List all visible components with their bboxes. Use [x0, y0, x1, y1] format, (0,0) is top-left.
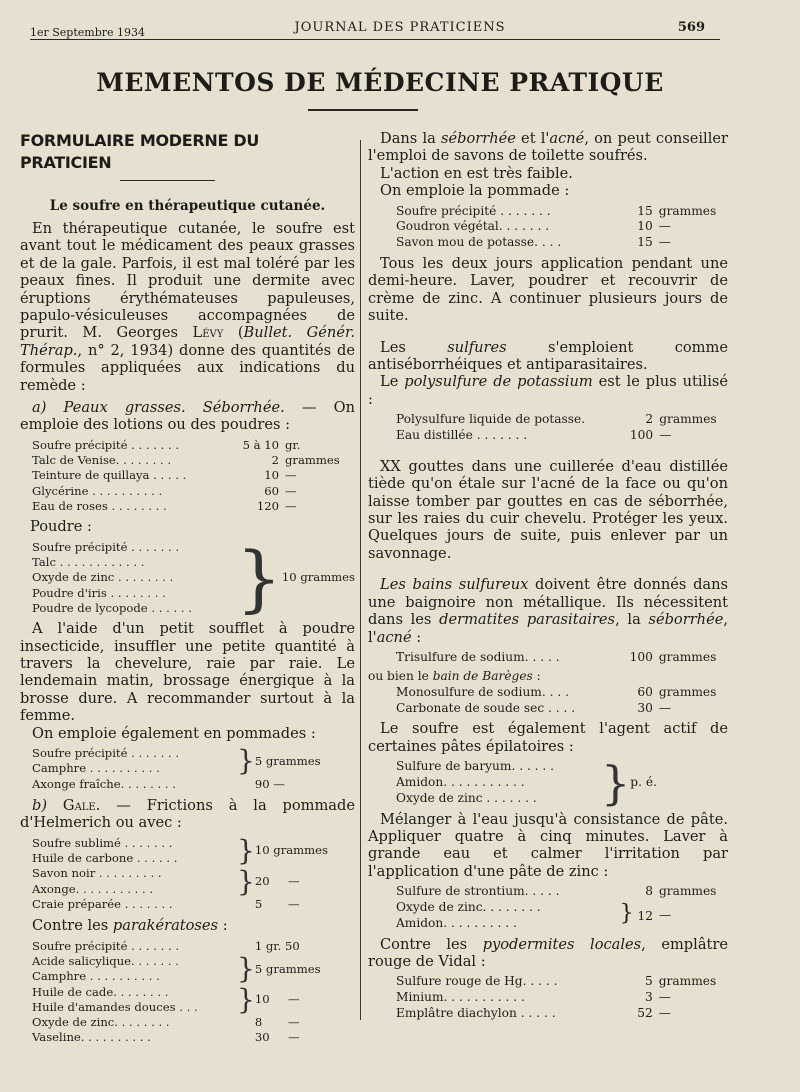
soufflet-paragraph: A l'aide d'un petit soufflet à poudre insecticide, insuffler une petite quantité à travers la chevelure, raie par raie. Le lendemain matin, brossage énergique à la brosse dure. A recommander surtout à la femme.: [20, 620, 355, 725]
header-rule: [30, 39, 720, 40]
formula-row: Soufre sublimé . . . . . . . } 10 grammes: [32, 834, 328, 868]
page-number: 569: [677, 20, 705, 35]
right-p7: XX gouttes dans une cuillerée d'eau distillée tiède qu'on étale sur l'acné de la face ou qu'on laisse tomber par gouttes en cas de séborrhée, sur les raies du cuir chevelu. Protéger les yeux. Quelques jours de suite, puis enlever par un savonnage.: [368, 457, 728, 562]
formula-row: Polysulfure liquide de potasse. 2 grammes: [396, 412, 717, 427]
section-rule: [120, 180, 215, 181]
strontium-formula: [396, 884, 728, 931]
parakeratoses-formula: [32, 939, 321, 1046]
formula-row: Camphre . . . . . . . . . .: [32, 969, 160, 984]
right-p3: On emploie la pommade :: [380, 182, 570, 200]
right-p4: Tous les deux jours application pendant une demi-heure. Laver, poudrer et recouvrir de crème de zinc. A continuer plusieurs jours de suite.: [368, 255, 728, 325]
formula-row: Camphre . . . . . . . . . .: [32, 761, 160, 776]
formula-row: Soufre précipité . . . . . . . 15 grammes: [396, 203, 717, 218]
section-a-heading: a) Peaux grasses. Séborrhée. — On emploie des lotions ou des poudres :: [20, 399, 355, 434]
goudron-pommade-formula: [396, 204, 728, 251]
formula-row: Poudre de lycopode . . . . . .: [32, 600, 192, 615]
formula-row: Sulfure de baryum. . . . . . } p. é.: [396, 755, 657, 810]
running-header: [0, 20, 800, 40]
page-title: MEMENTOS DE MÉDECINE PRATIQUE: [96, 68, 664, 97]
formula-row: Craie préparée . . . . . . . 5 —: [32, 896, 300, 911]
formula-row: Monosulfure de sodium. . . . 60 grammes: [396, 684, 717, 699]
formula-row: Huile de cade. . . . . . . . } 10 —: [32, 982, 300, 1016]
polysulfure-formula: [396, 412, 728, 444]
section-b-heading: b) Gale. — Frictions à la pommade d'Helmerich ou avec :: [20, 796, 355, 832]
formula-row: Amidon. . . . . . . . . .: [396, 915, 517, 930]
poudre-formula: [32, 536, 355, 620]
formula-row: Glycérine . . . . . . . . . . 60 —: [32, 483, 297, 498]
right-p2: L'action en est très faible.: [380, 164, 573, 182]
formula-row: Soufre précipité . . . . . . . 1 gr. 50: [32, 938, 300, 953]
lotion-formula: [32, 438, 355, 514]
bains-formula: [396, 650, 728, 666]
poudre-label: Poudre :: [30, 518, 92, 536]
formula-row: Axonge fraîche. . . . . . . . 90 —: [32, 776, 285, 791]
right-p8: Les bains sulfureux doivent être donnés dans une baignoire non métallique. Ils nécessitent dans les dermatites parasitaires, la séborrhée, l'acné :: [368, 576, 728, 646]
formula-row: Emplâtre diachylon . . . . . 52 —: [396, 1005, 671, 1020]
bareges-formula: [396, 685, 728, 717]
column-divider: [360, 140, 361, 1020]
formula-row: Trisulfure de sodium. . . . . 100 grammes: [396, 649, 717, 664]
formula-row: Sulfure rouge de Hg. . . . . 5 grammes: [396, 974, 717, 989]
formula-row: Savon noir . . . . . . . . . } 20 —: [32, 864, 300, 898]
formula-row: Vaseline. . . . . . . . . . 30 —: [32, 1030, 300, 1045]
header-date: 1er Septembre 1934: [30, 26, 146, 39]
formula-row: Huile d'amandes douces . . .: [32, 999, 198, 1014]
formula-row: Huile de carbone . . . . . .: [32, 851, 178, 866]
formula-row: Soufre précipité . . . . . . . } 10 grammes: [32, 536, 355, 620]
right-p6: Le polysulfure de potassium est le plus utilisé :: [368, 373, 729, 408]
formula-row: Oxyde de zinc . . . . . . . .: [32, 570, 174, 585]
formula-row: Acide salicylique. . . . . . . } 5 grammes: [32, 952, 321, 986]
formula-row: Teinture de quillaya . . . . . 10 —: [32, 468, 297, 483]
formula-row: Eau distillée . . . . . . . 100 —: [396, 428, 672, 443]
formula-row: Oxyde de zinc. . . . . . . . } 12 —: [396, 899, 672, 927]
epilatoire-formula: [396, 755, 657, 810]
right-p5: Les sulfures s'emploient comme antiséborrhéiques et antiparasitaires.: [368, 338, 728, 374]
formula-row: Oxyde de zinc. . . . . . . . 8 —: [32, 1015, 300, 1030]
title-rule: [308, 109, 418, 111]
formula-row: Talc de Venise. . . . . . . . 2 grammes: [32, 453, 340, 468]
right-p9: Le soufre est également l'agent actif de certaines pâtes épilatoires :: [368, 720, 728, 755]
formula-row: Oxyde de zinc . . . . . . .: [396, 790, 537, 805]
formula-row: Sulfure de strontium. . . . . 8 grammes: [396, 884, 717, 899]
pommade-formula: [32, 746, 321, 792]
bareges-label: ou bien le bain de Barèges :: [368, 668, 541, 683]
formula-row: Soufre précipité . . . . . . . } 5 grammes: [32, 744, 321, 778]
right-p1: Dans la séborrhée et l'acné, on peut conseiller l'emploi de savons de toilette soufrés.: [368, 130, 728, 165]
header-journal-title: JOURNAL DES PRATICIENS: [294, 20, 506, 35]
formula-row: Eau de roses . . . . . . . . 120 —: [32, 499, 297, 514]
section-title: FORMULAIRE MODERNE DU PRATICIEN: [20, 131, 260, 172]
helmerich-formula: [32, 836, 328, 912]
pommade-intro: On emploie également en pommades :: [32, 724, 316, 742]
formula-row: Poudre d'iris . . . . . . . .: [32, 585, 166, 600]
formula-row: Axonge. . . . . . . . . . .: [32, 881, 154, 896]
formula-row: Amidon. . . . . . . . . . .: [396, 774, 525, 789]
formula-row: Minium. . . . . . . . . . . 3 —: [396, 990, 671, 1005]
parakeratoses-intro: Contre les parakératoses :: [32, 917, 228, 935]
formula-row: Goudron végétal. . . . . . . 10 —: [396, 219, 671, 234]
formula-row: Soufre précipité . . . . . . . 5 à 10 gr.: [32, 437, 301, 452]
formula-row: Carbonate de soude sec . . . . 30 —: [396, 700, 672, 715]
right-p11: Contre les pyodermites locales, emplâtre rouge de Vidal :: [368, 935, 728, 970]
formula-row: Savon mou de potasse. . . . 15 —: [396, 235, 671, 250]
vidal-formula: [396, 974, 728, 1021]
formula-row: Talc . . . . . . . . . . . .: [32, 555, 145, 570]
article-subtitle: Le soufre en thérapeutique cutanée.: [49, 198, 326, 214]
right-p10: Mélanger à l'eau jusqu'à consistance de pâte. Appliquer quatre à cinq minutes. Laver à grande eau et calmer l'irritation par l'application d'une pâte de zinc :: [368, 810, 728, 880]
intro-paragraph: En thérapeutique cutanée, le soufre est avant tout le médicament des peaux grasses et de la gale. Parfois, il est mal toléré par les peaux fines. Il produit une dermite avec éruptions érythémateuses papuleuses, papulo-vésiculeuses accompagnées de prurit. M. Georges Lévy (Bullet. Génér. Thérap., n° 2, 1934) donne des quantités de formules appliquées aux indications du remède :: [20, 220, 355, 394]
right-column: [368, 130, 728, 1026]
left-column: [20, 130, 355, 1050]
